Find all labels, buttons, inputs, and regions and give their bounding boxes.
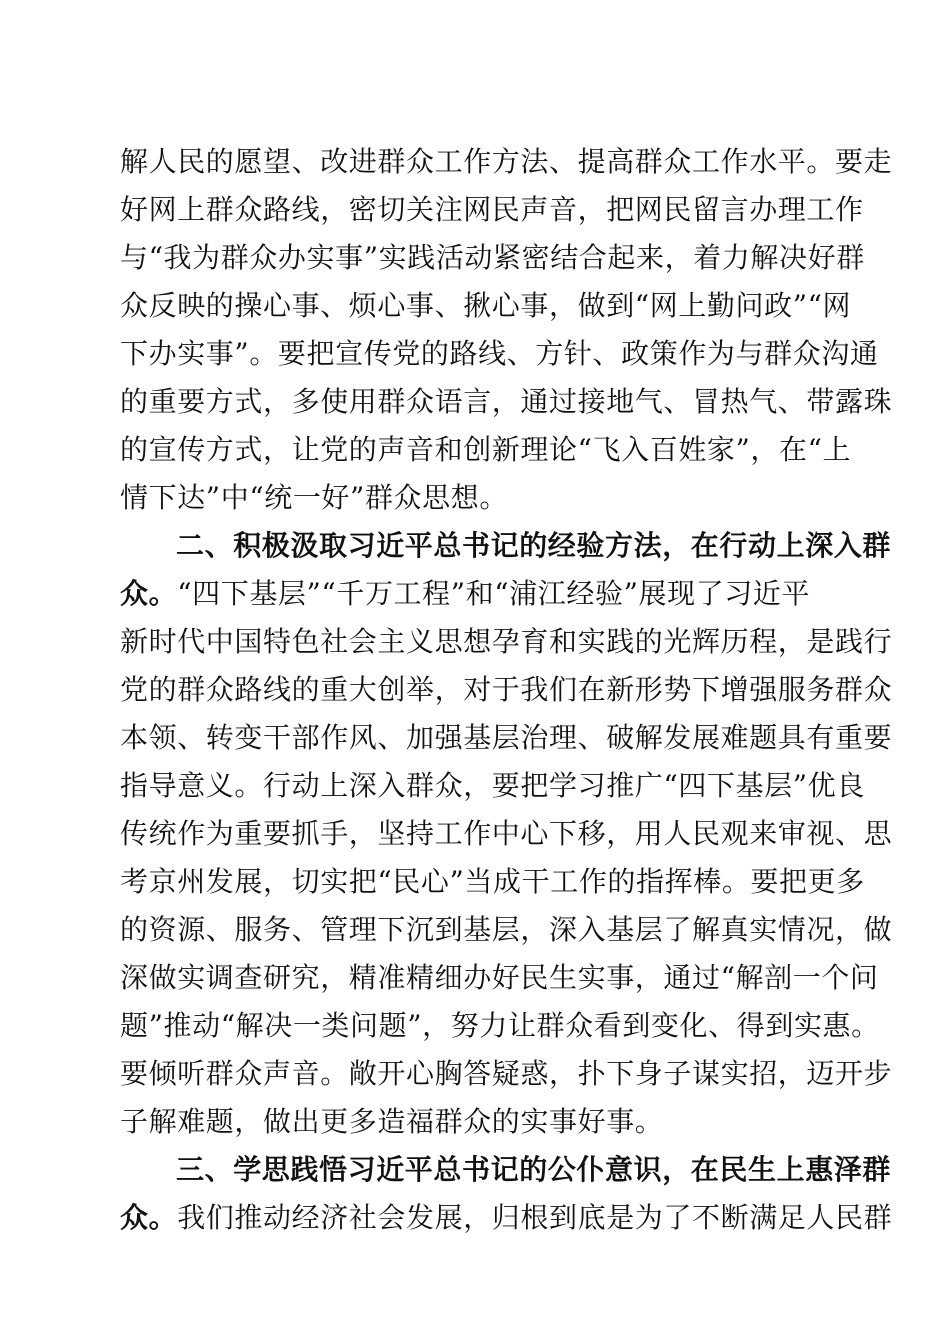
text-line: 的宣传方式，让党的声音和创新理论“飞入百姓家”，在“上	[120, 433, 852, 466]
section-heading: 二、积极汲取习近平总书记的经验方法，在行动上深入群	[176, 529, 892, 562]
text-line: 题”推动“解决一类问题”，努力让群众看到变化、得到实惠。	[120, 1009, 880, 1042]
text-line: 考京州发展，切实把“民心”当成干工作的指挥棒。要把更多	[120, 865, 865, 898]
section-heading-end: 众。	[120, 1201, 178, 1234]
text-line	[120, 574, 830, 614]
text-line	[120, 1198, 893, 1238]
text-line: 与“我为群众办实事”实践活动紧密结合起来，着力解决好群	[120, 241, 865, 274]
section-heading: 三、学思践悟习近平总书记的公仆意识，在民生上惠泽群	[176, 1153, 892, 1186]
text-line: 深做实调查研究，精准精细办好民生实事，通过“解剖一个问	[120, 961, 879, 994]
text-line-rest: 我们推动经济社会发展，归根到底是为了不断满足人民群	[177, 1201, 893, 1234]
text-line: 指导意义。行动上深入群众，要把学习推广“四下基层”优良	[120, 769, 865, 802]
text-line: 党的群众路线的重大创举，对于我们在新形势下增强服务群众	[120, 673, 893, 706]
text-line: 解人民的愿望、改进群众工作方法、提高群众工作水平。要走	[120, 145, 893, 178]
text-line: 众反映的操心事、烦心事、揪心事，做到“网上勤问政”“网	[120, 289, 852, 322]
text-line: 本领、转变干部作风、加强基层治理、破解发展难题具有重要	[120, 721, 893, 754]
text-line: 子解难题，做出更多造福群众的实事好事。	[120, 1105, 664, 1138]
text-line: 的资源、服务、管理下沉到基层，深入基层了解真实情况，做	[120, 913, 893, 946]
text-line: 传统作为重要抓手，坚持工作中心下移，用人民观来审视、思	[120, 817, 893, 850]
text-line: 情下达”中“统一好”群众思想。	[120, 481, 508, 514]
text-line-rest: “四下基层”“千万工程”和“浦江经验”展现了习近平	[177, 577, 811, 610]
text-line: 要倾听群众声音。敞开心胸答疑惑，扑下身子谋实招，迈开步	[120, 1057, 893, 1090]
text-line: 好网上群众路线，密切关注网民声音，把网民留言办理工作	[120, 193, 864, 226]
text-line: 下办实事”。要把宣传党的路线、方针、政策作为与群众沟通	[120, 337, 879, 370]
section-heading-end: 众。	[120, 577, 178, 610]
text-line: 的重要方式，多使用群众语言，通过接地气、冒热气、带露珠	[120, 385, 893, 418]
text-line: 新时代中国特色社会主义思想孕育和实践的光辉历程，是践行	[120, 625, 893, 658]
